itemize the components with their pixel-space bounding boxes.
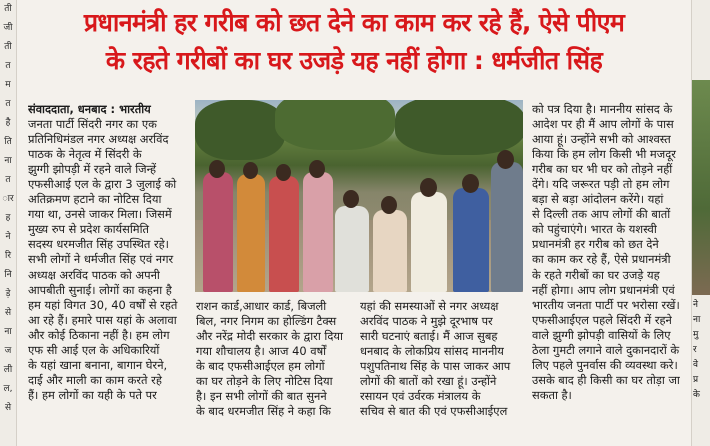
photo-person-head bbox=[209, 160, 225, 178]
adjacent-text-fragment: ती bbox=[4, 4, 12, 14]
text-line: के बाद धरमजीत सिंह ने कहा कि bbox=[196, 404, 331, 419]
text-line: हम यहां विगत 30, 40 वर्षों से रहते bbox=[28, 297, 178, 312]
adjacent-column-right bbox=[691, 0, 710, 446]
adjacent-text-fragment: ड़े bbox=[5, 289, 11, 299]
text-line: का काम कर रहे हैं, ऐसे प्रधानमंत्री bbox=[532, 252, 671, 267]
adjacent-text-fragment: र bbox=[693, 345, 697, 355]
text-line: सभी लोगों ने धर्मजीत सिंह एवं नगर bbox=[28, 252, 174, 267]
text-line: आ रहे हैं। हमारे पास यहां के अलावा bbox=[28, 312, 177, 327]
article-column-3 bbox=[360, 299, 523, 419]
adjacent-text-fragment: मु bbox=[693, 330, 699, 340]
text-line: पशुपतिनाथ सिंह के पास जाकर आप bbox=[360, 359, 511, 374]
text-line: का घर तोड़ने के लिए नोटिस दिया bbox=[196, 374, 333, 389]
adjacent-text-fragment: प्र bbox=[693, 375, 699, 385]
photo-person-head bbox=[462, 174, 479, 193]
text-line: है। इन सभी लोगों की बात सुनने bbox=[196, 389, 327, 404]
article-column-2 bbox=[196, 299, 351, 419]
text-line: को पहुंचाएंगे। भारत के यशस्वी bbox=[532, 222, 657, 237]
photo-person bbox=[453, 188, 489, 292]
news-photo bbox=[195, 100, 523, 292]
photo-person bbox=[491, 162, 523, 292]
text-line: सकता है। bbox=[532, 387, 572, 402]
photo-person-head bbox=[276, 164, 291, 181]
text-line: प्रतिनिधिमंडल नगर अध्यक्ष अरविंद bbox=[28, 132, 169, 147]
adjacent-text-fragment: ति bbox=[4, 137, 12, 147]
text-line: से दिल्ली तक आप लोगों की बातों bbox=[532, 207, 671, 222]
adjacent-text-fragment: ार bbox=[2, 194, 14, 204]
photo-tree bbox=[195, 100, 285, 160]
photo-person bbox=[411, 192, 447, 292]
photo-person bbox=[203, 172, 233, 292]
text-line: आपबीती सुनाई। लोगों का कहना है bbox=[28, 282, 172, 297]
photo-person-head bbox=[309, 160, 325, 178]
text-line: अरविंद पाठक ने मुझे दूरभाष पर bbox=[360, 314, 493, 329]
adjacent-text-fragment: ती bbox=[4, 42, 12, 52]
photo-person-head bbox=[420, 178, 437, 197]
text-line: रसायन एवं उर्वरक मंत्रालय के bbox=[360, 389, 481, 404]
adjacent-text-fragment: के bbox=[693, 390, 700, 400]
text-line: के यहां खाना बनाना, बागान घेरने, bbox=[28, 357, 168, 372]
text-line: भारतीय जनता पार्टी पर भरोसा रखें। bbox=[532, 297, 680, 312]
text-line: गरीब का घर भी घर को तोड़ने नहीं bbox=[532, 162, 673, 177]
text-line: उसके बाद ही किसी का घर तोड़ा जा bbox=[532, 372, 680, 387]
text-line: पाठक के नेतृत्व में सिंदरी के bbox=[28, 147, 142, 162]
text-line: गया शौचालय है। आज 40 वर्षों bbox=[196, 344, 327, 359]
photo-person-head bbox=[497, 150, 514, 169]
text-line: नहीं होगा। आप लोग प्रधानमंत्री एवं bbox=[532, 282, 675, 297]
text-line: जनता पार्टी सिंदरी नगर का एक bbox=[28, 117, 157, 132]
text-line: एफ सी आई एल के अधिकारियों bbox=[28, 342, 160, 357]
text-line: किया कि हम लोग किसी भी मजदूर bbox=[532, 147, 676, 162]
photo-person bbox=[269, 176, 299, 292]
text-line: के रहते गरीबों का घर उजड़े यह bbox=[532, 267, 660, 282]
adjacent-text-fragment: ली bbox=[3, 365, 13, 375]
adjacent-text-fragment: से bbox=[4, 403, 12, 413]
headline-line-2: के रहते गरीबों का घर उजड़े यह नहीं होगा : धर्मजीत सिंह bbox=[105, 46, 603, 75]
text-line: को पत्र दिया है। माननीय सांसद के bbox=[532, 102, 673, 116]
adjacent-text-fragment: से bbox=[4, 308, 12, 318]
text-line: लिए पहले पुनर्वास की व्यवस्था करे। bbox=[532, 357, 678, 372]
text-line: झुग्गी झोपड़ी में रहने वाले जिन्हें bbox=[28, 162, 157, 177]
text-line: राशन कार्ड,आधार कार्ड, बिजली bbox=[196, 299, 327, 313]
adjacent-text-fragment: ना bbox=[693, 315, 701, 325]
text-line: मुख्य रुप से प्रदेश कार्यसमिति bbox=[28, 222, 150, 237]
headline-line-1: प्रधानमंत्री हर गरीब को छत देने का काम कर रहे हैं, ऐसे पीएम bbox=[83, 8, 625, 37]
text-line: आदेश पर ही मैं आप लोगों के पास bbox=[532, 117, 674, 132]
text-line: के बाद एफसीआईएल हम लोगों bbox=[196, 359, 325, 374]
text-line: सारी घटनाएं बताई। मैं आज सुबह bbox=[360, 329, 498, 344]
adjacent-text-fragment: जी bbox=[3, 23, 13, 33]
adjacent-text-fragment: रि bbox=[4, 251, 11, 261]
byline: संवाददाता, धनबाद : भारतीय bbox=[28, 102, 151, 116]
text-line: सदस्य धरमजीत सिंह उपस्थित रहे। bbox=[28, 237, 169, 252]
photo-person-head bbox=[343, 190, 359, 208]
text-line: बिल, नगर निगम का होल्डिंग टैक्स bbox=[196, 314, 337, 329]
adjacent-text-fragment: है bbox=[5, 118, 11, 128]
text-line: बड़ा से बड़ा आंदोलन करेंगे। यहां bbox=[532, 192, 664, 207]
photo-person bbox=[335, 206, 369, 292]
text-line: ठेला गुमटी लगाने वाले दुकानदारों के bbox=[532, 342, 680, 357]
text-line: धनबाद के लोकप्रिय सांसद माननीय bbox=[360, 344, 504, 359]
text-line: अध्यक्ष अरविंद पाठक को अपनी bbox=[28, 267, 160, 282]
text-line: प्रधानमंत्री हर गरीब को छत देने bbox=[532, 237, 659, 252]
text-line: और नरेंद्र मोदी सरकार के द्वारा दिया bbox=[196, 329, 343, 344]
text-line: आया हूं। उन्होंने सभी को आश्वस्त bbox=[532, 132, 671, 147]
photo-tree bbox=[275, 100, 395, 150]
photo-person bbox=[373, 210, 407, 292]
adjacent-column-left bbox=[0, 0, 17, 446]
adjacent-text bbox=[693, 298, 700, 403]
text-line: देंगे। यदि जरूरत पड़ी तो हम लोग bbox=[532, 177, 670, 192]
adjacent-text-fragment: ने bbox=[693, 300, 698, 310]
article-column-1 bbox=[28, 102, 186, 403]
adjacent-text-fragment: त bbox=[5, 99, 11, 109]
adjacent-photo bbox=[692, 80, 710, 295]
text-line: गया था, उनसे जाकर मिला। जिसमें bbox=[28, 207, 172, 222]
photo-person-head bbox=[381, 196, 397, 214]
adjacent-text-fragment: ना bbox=[4, 327, 12, 337]
adjacent-text-fragment: म bbox=[5, 80, 11, 90]
adjacent-text-fragment: त bbox=[5, 175, 11, 185]
article-column-4 bbox=[532, 102, 691, 403]
photo-person-head bbox=[243, 162, 258, 179]
text-line: अतिक्रमण हटाने का नोटिस दिया bbox=[28, 192, 162, 207]
text-line: सचिव से बात की एवं एफसीआईएल bbox=[360, 404, 508, 419]
adjacent-text-fragment: ल, bbox=[3, 384, 13, 394]
text-line: हैं। हम लोगों का यही के पते पर bbox=[28, 387, 157, 402]
adjacent-text-fragment: त bbox=[5, 61, 11, 71]
adjacent-text-fragment: ने bbox=[5, 232, 11, 242]
adjacent-text-fragment: ज bbox=[4, 346, 12, 356]
adjacent-text-fragment: ह bbox=[5, 213, 11, 223]
text-line: एफसीआईएल पहले सिंदरी में रहने bbox=[532, 312, 672, 327]
text-line: वाले झुग्गी झोपड़ी वासियों के लिए bbox=[532, 327, 671, 342]
text-line: दाई और माली का काम करते रहे bbox=[28, 372, 162, 387]
adjacent-text-fragment: ना bbox=[4, 156, 12, 166]
text-line: एफसीआई एल के द्वारा 3 जुलाई को bbox=[28, 177, 177, 192]
photo-person bbox=[237, 174, 265, 292]
photo-person bbox=[303, 172, 333, 292]
text-line: और कोई ठिकाना नहीं है। हम लोग bbox=[28, 327, 170, 342]
headline bbox=[18, 4, 690, 80]
text-line: यहां की समस्याओं से नगर अध्यक्ष bbox=[360, 299, 499, 313]
adjacent-text-fragment: नि bbox=[4, 270, 12, 280]
adjacent-text-fragment: वे bbox=[693, 360, 699, 370]
text-line: लोगों की बातों को रखा हूं। उन्होंने bbox=[360, 374, 497, 389]
photo-tree bbox=[395, 100, 523, 155]
